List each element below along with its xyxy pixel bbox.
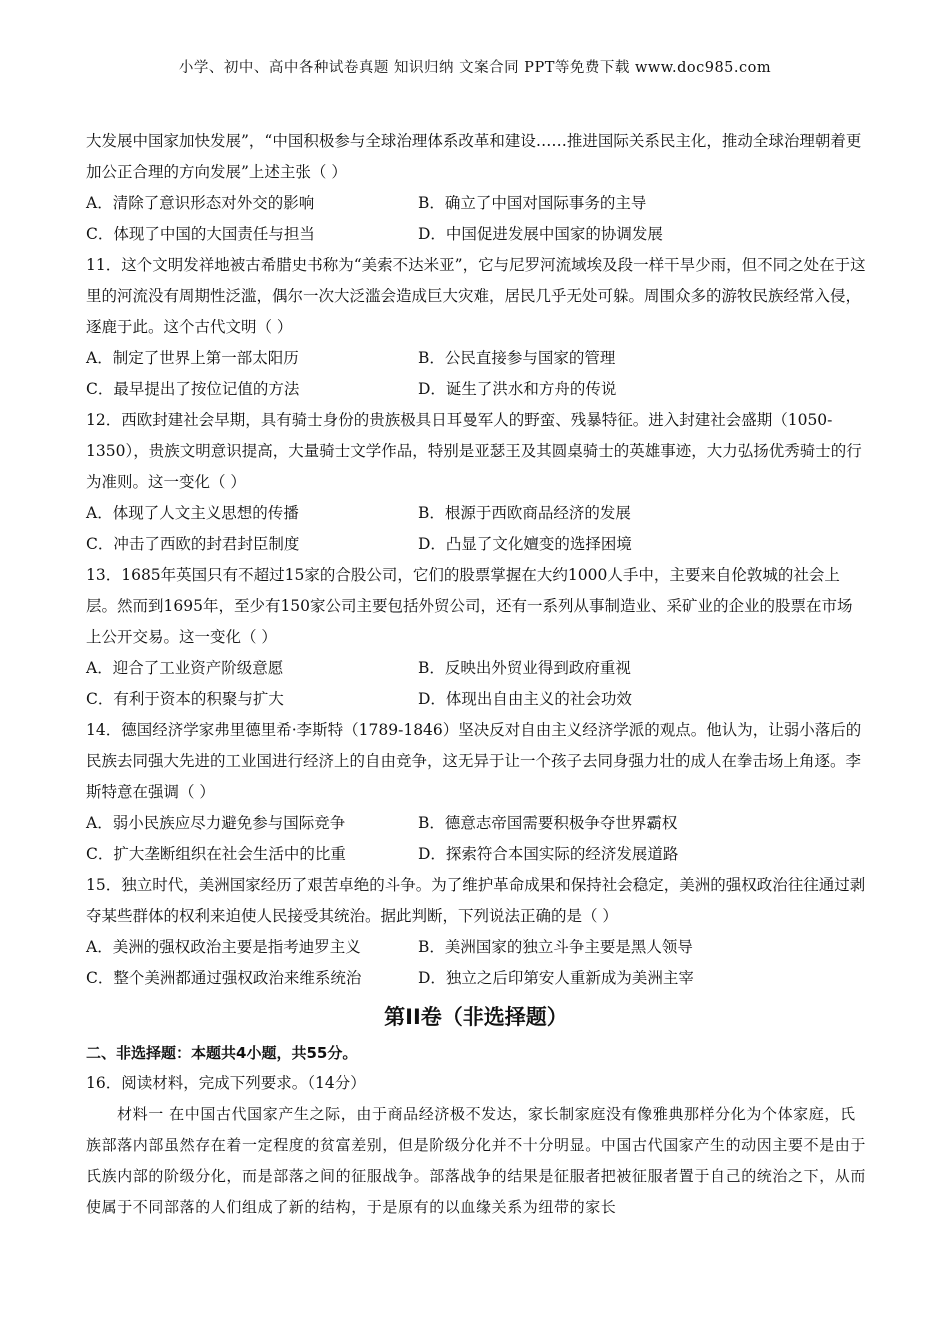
option-c: C．整个美洲都通过强权政治来维系统治 — [86, 969, 362, 987]
option-b: B．德意志帝国需要积极争夺世界霸权 — [418, 814, 678, 832]
option-d: D．独立之后印第安人重新成为美洲主宰 — [418, 969, 694, 987]
option-b: B．公民直接参与国家的管理 — [418, 349, 616, 367]
option-a: A．美洲的强权政治主要是指考迪罗主义 — [86, 938, 361, 956]
option-b: B．美洲国家的独立斗争主要是黑人领导 — [418, 938, 693, 956]
question-13-stem: 13．1685年英国只有不超过15家的合股公司，它们的股票掌握在大约1000人手中，主要来自伦敦城的社会上层。然而到1695年，至少有150家公司主要包括外贸公司，还有一系列从事制造业、采矿业的企业的股票在市场上公开交易。这一变化（ ） — [86, 566, 853, 646]
section-subtitle: 二、非选择题：本题共4小题，共55分。 — [86, 1044, 358, 1062]
question-10-options — [86, 188, 866, 250]
option-b: B．反映出外贸业得到政府重视 — [418, 659, 631, 677]
option-c: C．扩大垄断组织在社会生活中的比重 — [86, 845, 346, 863]
page-header: 小学、初中、高中各种试卷真题 知识归纳 文案合同 PPT等免费下载 www.doc985.com — [178, 60, 772, 76]
option-c: C．体现了中国的大国责任与担当 — [86, 225, 315, 243]
question-12-options — [86, 498, 866, 560]
question-13-options — [86, 653, 866, 715]
material-1: 材料一 在中国古代国家产生之际，由于商品经济极不发达，家长制家庭没有像雅典那样分化为个体家庭，氏族部落内部虽然存在着一定程度的贫富差别，但是阶级分化并不十分明显。中国古代国家产生的动因主要不是由于氏族内部的阶级分化，而是部落之间的征服战争。部落战争的结果是征服者把被征服者置于自己的统治之下，从而使属于不同部落的人们组成了新的结构，于是原有的以血缘关系为纽带的家长 — [86, 1105, 867, 1216]
question-14-options — [86, 808, 866, 870]
option-c: C．冲击了西欧的封君封臣制度 — [86, 535, 300, 553]
question-11-stem: 11．这个文明发祥地被古希腊史书称为“美索不达米亚”，它与尼罗河流域埃及段一样干旱少雨，但不同之处在于这里的河流没有周期性泛滥，偶尔一次大泛滥会造成巨大灾难，居民几乎无处可躲。周围众多的游牧民族经常入侵，逐鹿于此。这个古代文明（ ） — [86, 256, 866, 336]
option-d: D．诞生了洪水和方舟的传说 — [418, 380, 617, 398]
question-12-stem: 12．西欧封建社会早期，具有骑士身份的贵族极具日耳曼军人的野蛮、残暴特征。进入封建社会盛期（1050-1350），贵族文明意识提高，大量骑士文学作品，特别是亚瑟王及其圆桌骑士的英雄事迹，大力弘扬优秀骑士的行为准则。这一变化（ ） — [86, 411, 862, 491]
question-16-stem: 16．阅读材料，完成下列要求。（14分） — [86, 1074, 366, 1092]
option-c: C．有利于资本的积聚与扩大 — [86, 690, 284, 708]
question-14-stem: 14．德国经济学家弗里德里希·李斯特（1789-1846）坚决反对自由主义经济学派的观点。他认为，让弱小落后的民族去同强大先进的工业国进行经济上的自由竞争，这无异于让一个孩子去同身强力壮的成人在拳击场上角逐。李斯特意在强调（ ） — [86, 721, 862, 801]
option-a: A．弱小民族应尽力避免参与国际竞争 — [86, 814, 346, 832]
question-15-stem: 15．独立时代，美洲国家经历了艰苦卓绝的斗争。为了维护革命成果和保持社会稳定，美洲的强权政治往往通过剥夺某些群体的权利来迫使人民接受其统治。据此判断，下列说法正确的是（ ） — [86, 876, 866, 925]
exam-content — [86, 126, 866, 1223]
option-a: A．制定了世界上第一部太阳历 — [86, 349, 299, 367]
option-b: B．确立了中国对国际事务的主导 — [418, 194, 647, 212]
option-a: A．体现了人文主义思想的传播 — [86, 504, 299, 522]
option-c: C．最早提出了按位记值的方法 — [86, 380, 300, 398]
option-a: A．清除了意识形态对外交的影响 — [86, 194, 315, 212]
option-d: D．体现出自由主义的社会功效 — [418, 690, 632, 708]
option-d: D．中国促进发展中国家的协调发展 — [418, 225, 663, 243]
question-10-stem: 大发展中国家加快发展”，“中国积极参与全球治理体系改革和建设……推进国际关系民主化，推动全球治理朝着更加公正合理的方向发展”上述主张（ ） — [86, 132, 862, 181]
option-d: D．凸显了文化嬗变的选择困境 — [418, 535, 632, 553]
option-d: D．探索符合本国实际的经济发展道路 — [418, 845, 679, 863]
question-15-options — [86, 932, 866, 994]
section-title: 第II卷（非选择题） — [384, 1005, 568, 1029]
question-11-options — [86, 343, 866, 405]
option-a: A．迎合了工业资产阶级意愿 — [86, 659, 284, 677]
option-b: B．根源于西欧商品经济的发展 — [418, 504, 631, 522]
